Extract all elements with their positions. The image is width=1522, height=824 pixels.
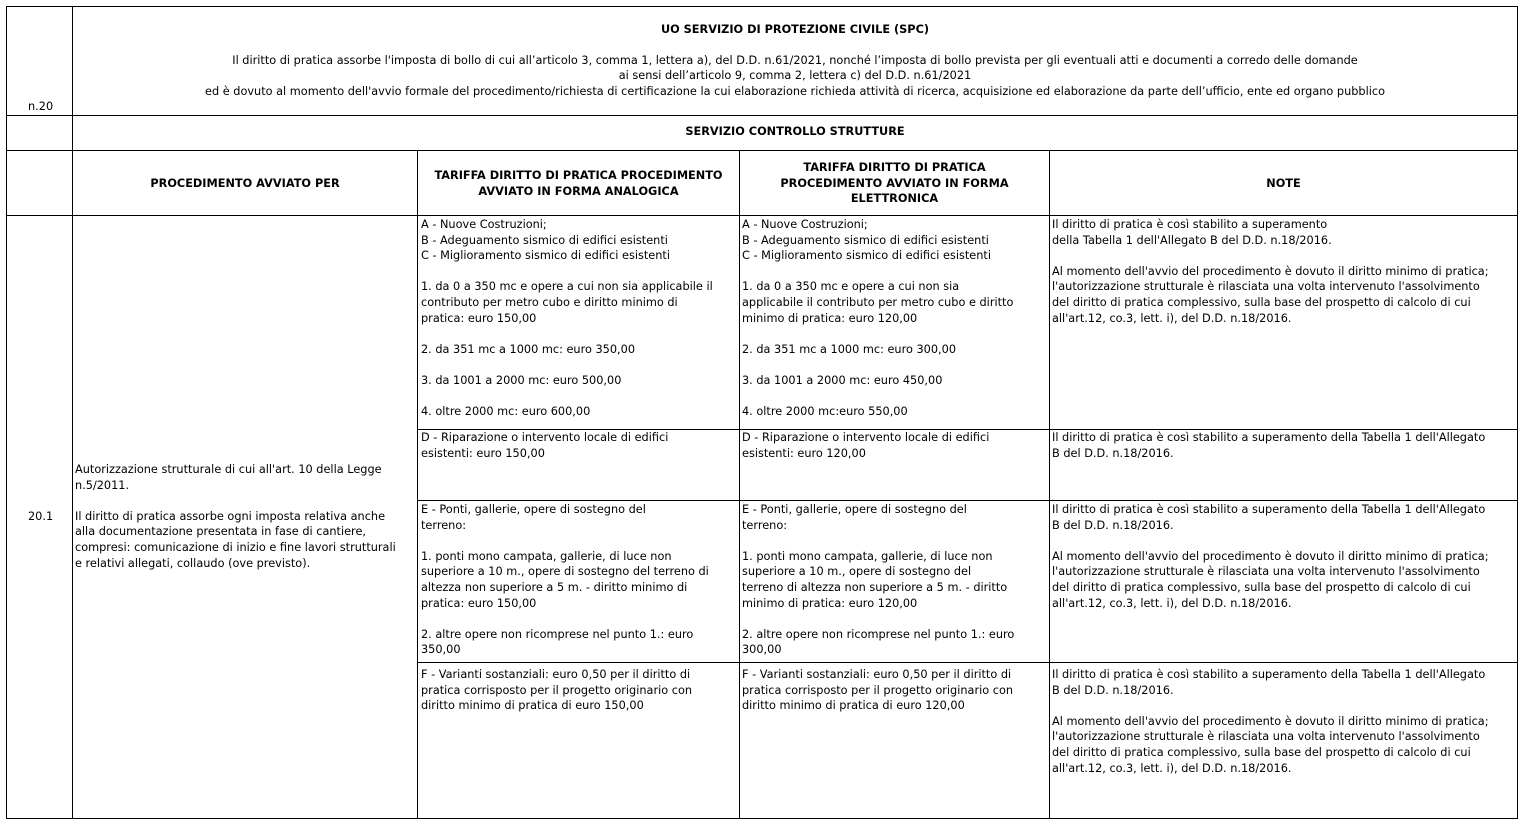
header-electronic-fee: TARIFFA DIRITTO DI PRATICA PROCEDIMENTO AVVIATO IN FORMA ELETTRONICA	[780, 161, 1009, 206]
row-a-notes: Il diritto di pratica è così stabilito a superamento della Tabella 1 dell'Allegato B del D.D. n.18/2016. Al momento dell'avvio del procedimento è dovuto il diritto minimo di pratica; l'autorizzazione strutturale è rilasciata una volta intervenuto l'assolvimento del diritto di pratica complessivo, sulla base del prospetto di calcolo di cui all'art.12, co.3, lett. i), del D.D. n.18/2016.	[1052, 218, 1489, 325]
row-a-analog: A - Nuove Costruzioni; B - Adeguamento sismico di edifici esistenti C - Miglioramento sismico di edifici esistenti 1. da 0 a 350 mc e opere a cui non sia applicabile il contributo per metro cubo e diritto minimo di pratica: euro 150,00 2. da 351 mc a 1000 mc: euro 350,00 3. da 1001 a 2000 mc: euro 500,00 4. oltre 2000 mc: euro 600,00	[421, 218, 713, 419]
row-d-electronic: D - Riparazione o intervento locale di edifici esistenti: euro 120,00	[742, 431, 990, 460]
service-title: SERVIZIO CONTROLLO STRUTTURE	[685, 125, 905, 138]
border-row2	[6, 150, 1518, 151]
row-f-notes: Il diritto di pratica è così stabilito a superamento della Tabella 1 dell'Allegato B del D.D. n.18/2016. Al momento dell'avvio del procedimento è dovuto il diritto minimo di pratica; l'autorizzazione strutturale è rilasciata una volta intervenuto l'assolvimento del diritto di pratica complessivo, sulla base del prospetto di calcolo di cui all'art.12, co.3, lett. i), del D.D. n.18/2016.	[1052, 668, 1489, 775]
border-right	[1517, 6, 1518, 819]
header-notes: NOTE	[1266, 177, 1301, 190]
border-sub2	[417, 500, 1518, 501]
intro-line-3: ed è dovuto al momento dell'avvio formale del procedimento/richiesta di certificazione la cui elaborazione richieda attività di ricerca, acquisizione ed elaborazione da parte dell’ufficio, ente ed organo pubblico	[205, 85, 1385, 98]
border-row3	[6, 215, 1518, 216]
border-sub3	[417, 662, 1518, 663]
intro-line-2: ai sensi dell’articolo 9, comma 2, lettera c) del D.D. n.61/2021	[618, 69, 972, 82]
row-e-electronic: E - Ponti, gallerie, opere di sostegno del terreno: 1. ponti mono campata, gallerie, di luce non superiore a 10 m., opere di sostegno del terreno di altezza non superiore a 5 m. - diritto minimo di pratica: euro 120,00 2. altre opere non ricomprese nel punto 1.: euro 300,00	[742, 503, 1015, 657]
border-col3	[739, 150, 740, 819]
row-d-notes: Il diritto di pratica è così stabilito a superamento della Tabella 1 dell'Allegato B del D.D. n.18/2016.	[1052, 431, 1486, 460]
row-d-analog: D - Riparazione o intervento locale di edifici esistenti: euro 150,00	[421, 431, 669, 460]
item-description: Autorizzazione strutturale di cui all'art. 10 della Legge n.5/2011. Il diritto di pratica assorbe ogni imposta relativa anche alla documentazione presentata in fase di cantiere, compresi: comunicazione di inizio e fine lavori strutturali e relativi allegati, collaudo (ove previsto).	[75, 463, 396, 570]
border-bottom	[6, 818, 1518, 819]
border-col2	[417, 150, 418, 819]
row-e-analog: E - Ponti, gallerie, opere di sostegno del terreno: 1. ponti mono campata, gallerie, di luce non superiore a 10 m., opere di sostegno del terreno di altezza non superiore a 5 m. - diritto minimo di pratica: euro 150,00 2. altre opere non ricomprese nel punto 1.: euro 350,00	[421, 503, 709, 657]
intro-line-1: Il diritto di pratica assorbe l'imposta di bollo di cui all’articolo 3, comma 1, lettera a), del D.D. n.61/2021, nonché l’imposta di bollo prevista per gli eventuali atti e documenti a corredo delle domande	[232, 54, 1358, 67]
border-row1	[6, 115, 1518, 116]
row-f-electronic: F - Varianti sostanziali: euro 0,50 per il diritto di pratica corrisposto per il progetto originario con diritto minimo di pratica di euro 120,00	[742, 668, 1014, 713]
item-number: 20.1	[28, 510, 54, 523]
row-number: n.20	[28, 100, 54, 113]
header-procedure: PROCEDIMENTO AVVIATO PER	[150, 177, 340, 190]
border-top	[6, 6, 1518, 7]
row-a-electronic: A - Nuove Costruzioni; B - Adeguamento sismico di edifici esistenti C - Miglioramento sismico di edifici esistenti 1. da 0 a 350 mc e opere a cui non sia applicabile il contributo per metro cubo e diritto minimo di pratica: euro 120,00 2. da 351 mc a 1000 mc: euro 300,00 3. da 1001 a 2000 mc: euro 450,00 4. oltre 2000 mc:euro 550,00	[742, 218, 1014, 419]
border-col4	[1049, 150, 1050, 819]
header-analog-fee: TARIFFA DIRITTO DI PRATICA PROCEDIMENTO AVVIATO IN FORMA ANALOGICA	[434, 169, 723, 198]
section-title: UO SERVIZIO DI PROTEZIONE CIVILE (SPC)	[660, 23, 930, 36]
row-e-notes: Il diritto di pratica è così stabilito a superamento della Tabella 1 dell'Allegato B del D.D. n.18/2016. Al momento dell'avvio del procedimento è dovuto il diritto minimo di pratica; l'autorizzazione strutturale è rilasciata una volta intervenuto l'assolvimento del diritto di pratica complessivo, sulla base del prospetto di calcolo di cui all'art.12, co.3, lett. i), del D.D. n.18/2016.	[1052, 503, 1489, 610]
row-f-analog: F - Varianti sostanziali: euro 0,50 per il diritto di pratica corrisposto per il progetto originario con diritto minimo di pratica di euro 150,00	[421, 668, 693, 713]
border-left	[6, 6, 7, 819]
